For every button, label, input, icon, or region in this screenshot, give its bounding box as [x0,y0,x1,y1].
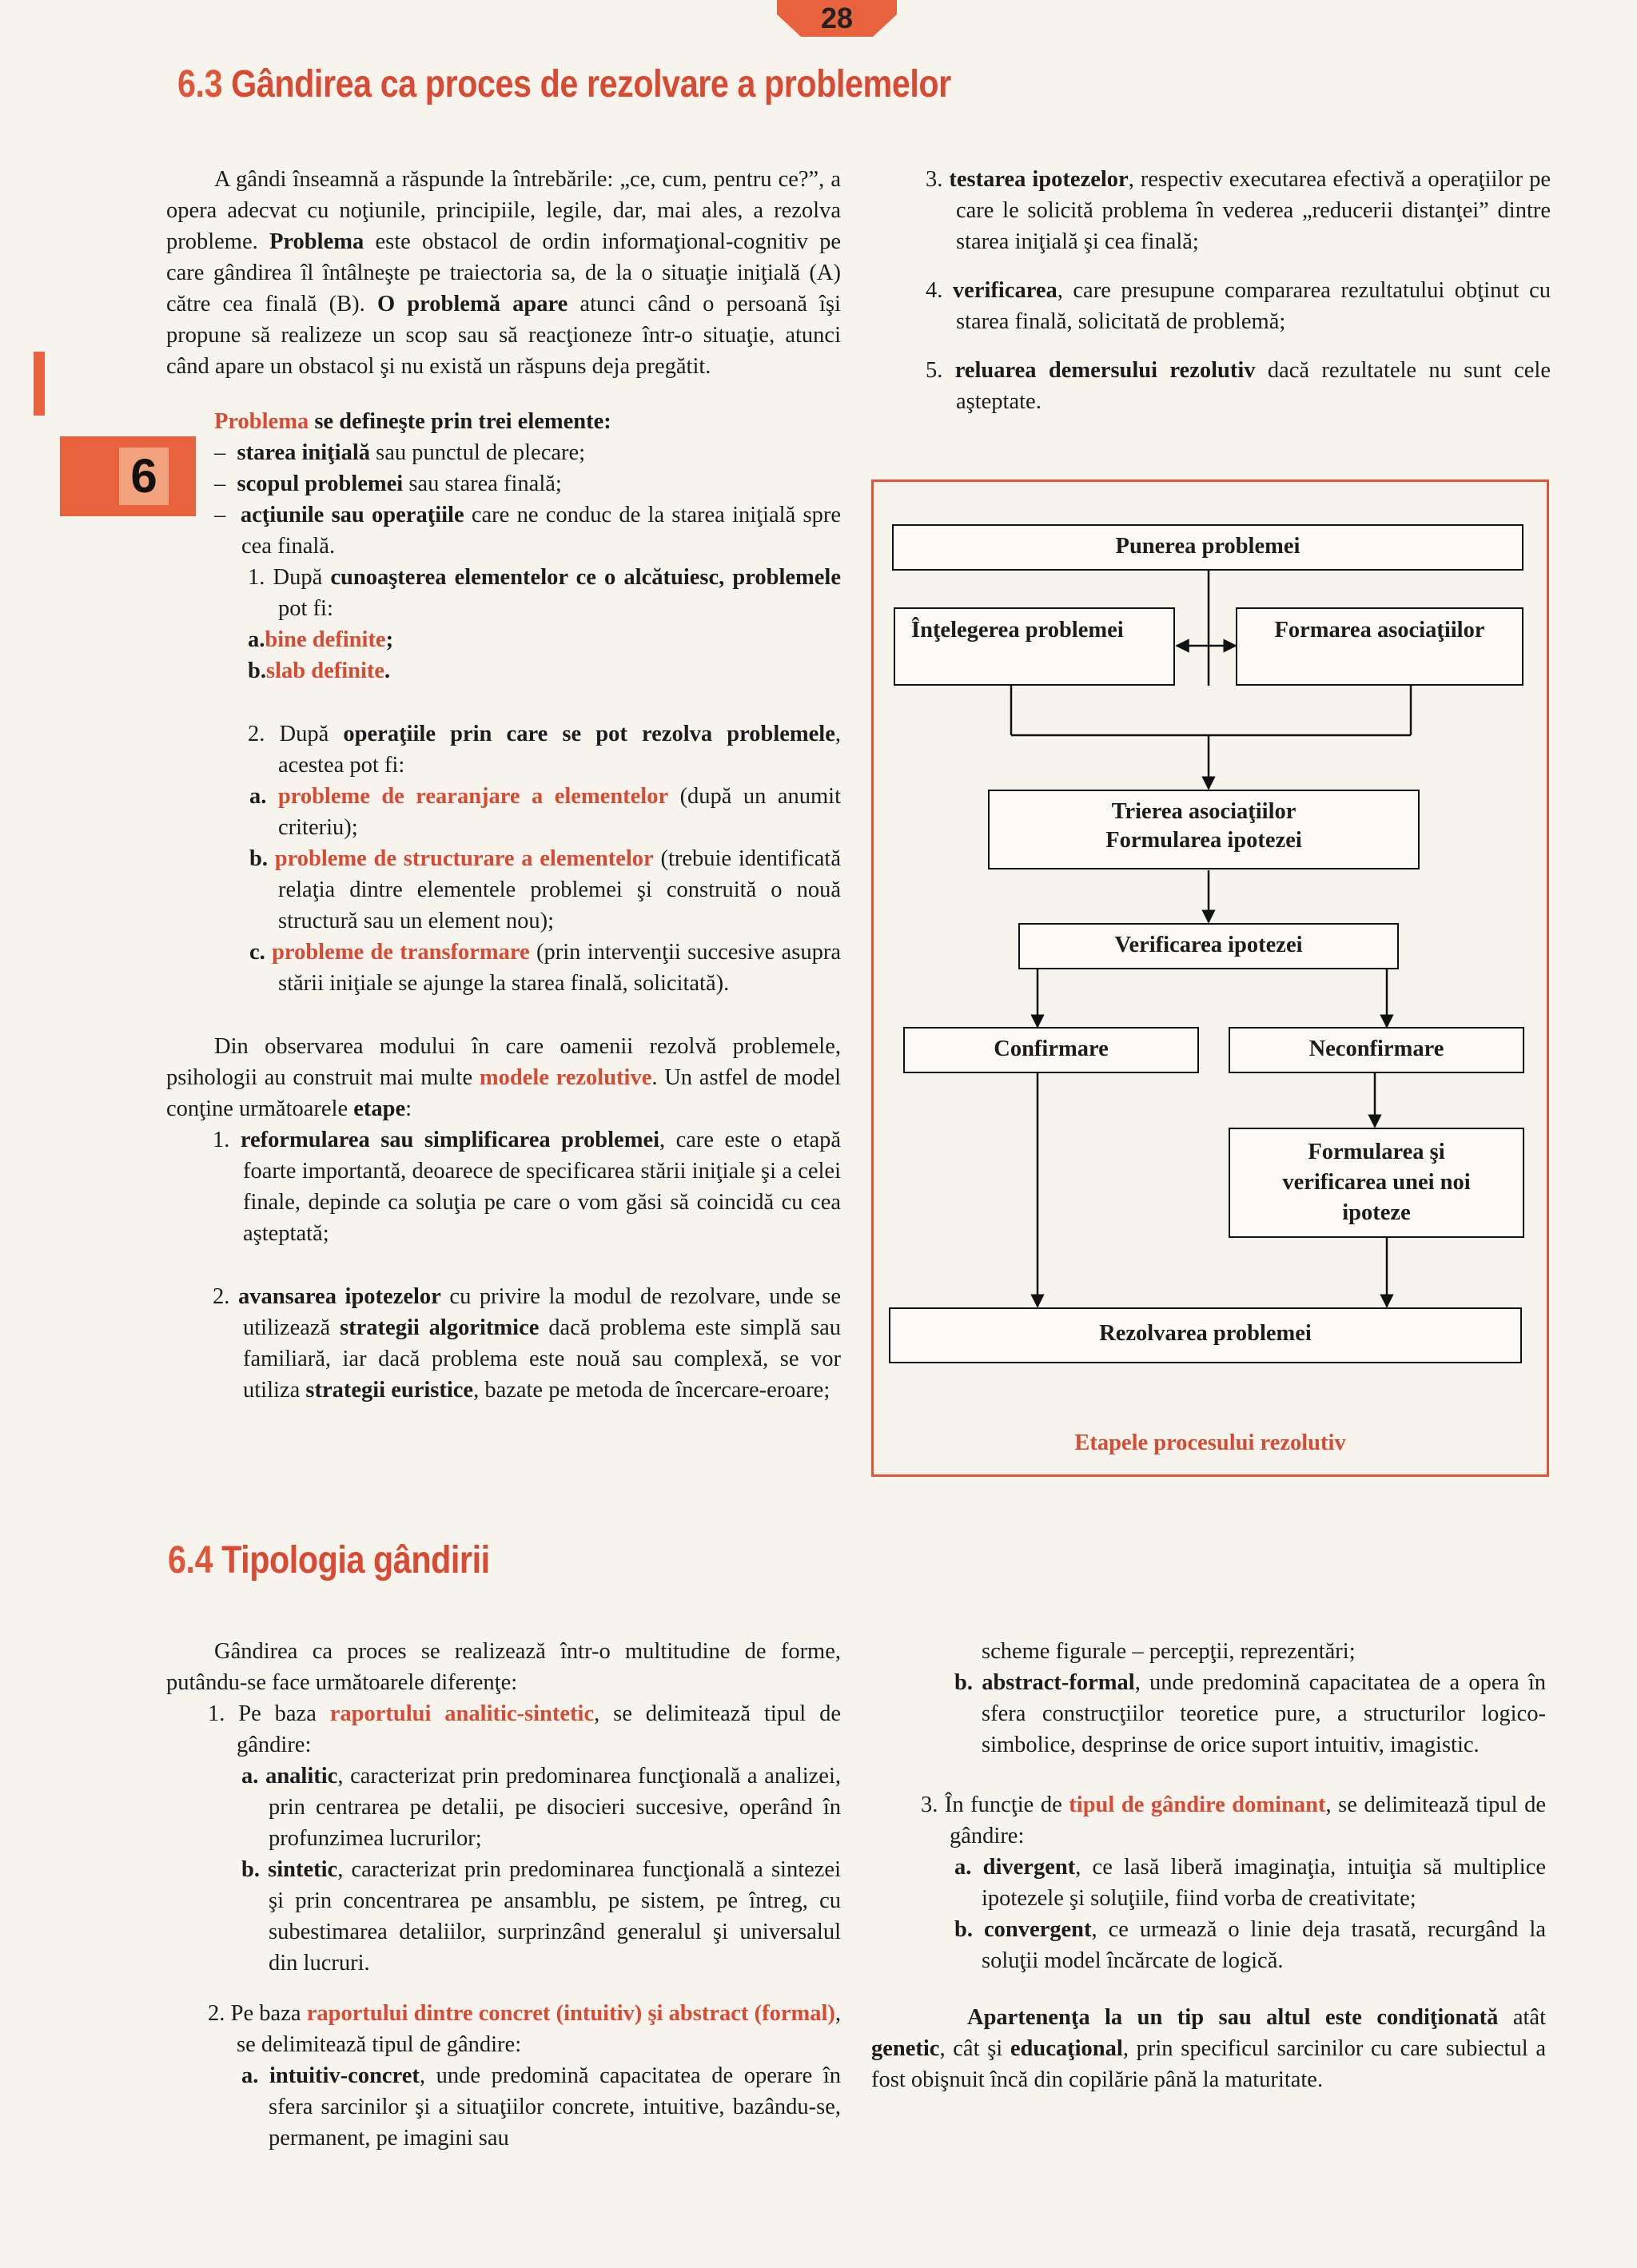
text: dacă rezultatele nu sunt cele aşteptate. [956,358,1551,414]
list-item: – acţiunile sau operaţiile care ne conduc de la starea iniţială spre cea finală. [214,503,842,559]
text: , respectiv executarea efectivă a operaţiilor pe care le solicită problema în vederea „reducerii distanţei” dintre starea iniţială şi cea finală; [956,167,1551,254]
text: , ce lasă liberă imaginaţia, intuiţia să multiplice ipotezele şi soluţiile, fiind vorba de creativitate; [982,1855,1546,1911]
text: ; [385,627,394,652]
text: avansarea ipotezelor [237,1284,441,1309]
text: , care este o etapă foarte importantă, deoarece de specificarea stării iniţiale şi a celei finale, depinde ca soluţia pe care o vom găsi să coincidă cu cea aşteptată; [243,1128,841,1246]
text: b. [249,846,268,871]
box-rezolvarea-problemei [889,1307,1522,1363]
text: 3. [926,167,943,192]
text: A gândi înseamnă a răspunde la întrebările: „ce, cum, pentru ce?”, a opera adecvat cu noţiunile, principiile, legile, dar, mai ales, a rezolva probleme. [166,167,841,254]
text: care ne conduc de la starea iniţială spre cea finală. [241,503,842,559]
text: Verificarea ipotezei [1114,933,1303,957]
text: Din observarea modului în care oamenii rezolvă problemele, psihologii au construit mai multe [166,1034,841,1090]
text: divergent [982,1855,1076,1880]
text: raportului analitic-sintetic [329,1701,595,1726]
text: Problema [269,229,364,254]
text: ipoteze [1342,1200,1411,1225]
box-punerea-problemei [892,524,1523,571]
text: Rezolvarea problemei [1099,1321,1312,1346]
box-verificarea-ipotezei [1018,923,1399,969]
text: Problema [214,409,309,434]
list-item: scheme figurale – percepţii, reprezentări; [982,1639,1356,1664]
text: slab definite [265,659,385,683]
text: este obstacol de ordin informaţional-cognitiv pe care gândirea îl întâlneşte pe traiectoria sa, de la o situaţie iniţială (A) către cea finală (B). [166,229,841,316]
text: Formularea ipotezei [1105,828,1302,853]
text: , unde predomină capacitatea de operare în sfera sarcinilor şi a situaţiilor concrete, intuitive, bazându-se, permanent, pe imagini sau [269,2063,842,2151]
text: sintetic [268,1857,338,1882]
text: Pe baza [238,1701,330,1726]
text: Apartenenţa la un tip sau altul este condiţionată [967,2005,1499,2030]
text: analitic [265,1764,338,1789]
text: atât [1498,2005,1546,2030]
text: Trierea asociaţiilor [1111,799,1296,824]
text: Confirmare [994,1037,1109,1061]
text: probleme de transformare [272,940,530,965]
text: Formarea asociaţiilor [1274,618,1485,643]
text: , unde predomină capacitatea de a opera în sfera construcţiilor teoretice pure, a structurilor logico-simbolice, desprinse de orice suport intuitiv, imagistic. [982,1670,1547,1757]
text: În funcţie de [944,1793,1069,1817]
text: verificarea [952,278,1057,303]
text: Înţelegerea problemei [911,618,1124,643]
chapter-number: 6 [130,449,157,503]
text: dacă problema este simplă sau familiară, iar dacă problema este nouă sau complexă, se vor utiliza [243,1315,841,1403]
text: (după un anumit criteriu); [278,784,841,840]
diagram-caption: Etapele procesului rezolutiv [1074,1430,1346,1455]
text: educaţional [1010,2036,1123,2061]
list-item: – scopul problemei sau starea finală; [214,472,562,496]
text: (prin intervenţii succesive asupra stării iniţiale se ajunge la starea finală, solicitată). [278,940,841,996]
text: Formularea şi [1308,1140,1445,1164]
text: a. [241,2063,259,2088]
text: bine definite [265,627,386,652]
text: b. [954,1917,973,1942]
text: genetic [871,2036,940,2061]
text: . Un astfel de model conţine următoarele [166,1065,841,1121]
text: probleme de rearanjare a elementelor [277,784,669,809]
text: verificarea unei noi [1282,1170,1471,1195]
box-confirmare [903,1027,1199,1073]
text: convergent [983,1917,1092,1942]
section-number: 6.3 [177,63,223,105]
text: a. [248,627,265,652]
text: se defineşte prin trei elemente: [309,409,611,434]
text: (trebuie identificată relaţia dintre elementele problemei şi construită o nouă structură sau un element nou); [278,846,841,933]
section-6-4-heading [168,1538,490,1582]
section-title: Gândirea ca proces de rezolvare a problemelor [231,63,951,105]
text: , caracterizat prin predominarea funcţională a analizei, prin centrarea pe detalii, pe disocieri succesive, operând în profunzimea lucrurilor; [269,1764,841,1851]
list-item: – starea iniţială sau punctul de plecare; [214,440,586,465]
text: c. [249,940,265,965]
text: , cât şi [939,2036,1010,2061]
list-item [919,1914,1546,1976]
text: , prin specificul sarcinilor cu care subiectul a fost obişnuit încă din copilărie până la maturitate. [871,2036,1546,2092]
left-column-2 [166,1636,841,2154]
text: , se delimitează tipul de gândire: [237,2001,842,2057]
list-item [166,1998,841,2060]
box-trierea-asociatiilor [988,790,1420,869]
text: reformularea sau simplificarea problemei [240,1128,660,1152]
text: scopul problemei [237,472,404,496]
text: a. [241,1764,259,1789]
text: cu privire la modul de rezolvare, unde se utilizează [243,1284,842,1340]
text: probleme de structurare a elementelor [274,846,654,871]
text: a. [954,1855,972,1880]
text: abstract-formal [982,1670,1135,1695]
text: acţiunile sau operaţiile [240,503,464,527]
final-paragraph [871,2002,1546,2095]
list-item [166,1761,841,1854]
list-item [919,1667,1546,1761]
text: starea iniţială [237,440,371,465]
text: intuitiv-concret [269,2063,420,2088]
list-item [166,1698,841,1761]
list-item [919,1852,1546,1914]
text: , se delimitează tipul de gândire: [950,1793,1546,1848]
text: strategii euristice [305,1378,474,1403]
text: 1. [208,1701,225,1726]
text: , se delimitează tipul de gândire: [237,1701,841,1757]
text: , ce urmează o linie deja trasată, recurgând la soluţii model încărcate de logică. [982,1917,1547,1973]
text: cunoaşterea elementelor ce o alcătuiesc, problemele [330,565,841,590]
right-column-2 [871,1636,1547,2095]
list-item [919,1789,1546,1852]
text: 4. [926,278,943,303]
box-formularea-noi-ipoteze [1229,1128,1524,1238]
text: a. [249,784,267,809]
text: , care presupune compararea rezultatului obţinut cu starea finală, solicitată de problemă; [956,278,1551,334]
text: 1. [213,1128,230,1152]
text: : [405,1096,412,1121]
section-number: 6.4 [168,1539,213,1582]
list-item [166,2060,841,2154]
text: 2. [208,2001,225,2026]
text: etape [353,1096,406,1121]
text: tipul de gândire dominant [1069,1793,1326,1817]
list-item [166,1854,841,1979]
text: 2. [213,1284,230,1309]
text: . [384,659,391,683]
text: 1. [248,565,265,590]
text: reluarea demersului rezolutiv [954,358,1256,383]
text: b. [248,659,266,683]
box-intelegerea-problemei [894,607,1175,686]
text: Punerea problemei [1115,534,1300,559]
text: După [273,565,331,590]
text: 3. [921,1793,938,1817]
text: 5. [926,358,943,383]
text: operaţiile prin care se pot rezolva problemele [343,722,835,746]
text: , bazate pe metoda de încercare-eroare; [473,1378,830,1403]
text: După [279,722,344,746]
text: , acestea pot fi: [278,722,842,778]
text: sau punctul de plecare; [370,440,586,465]
box-neconfirmare [1229,1027,1524,1073]
text: pot fi: [278,596,333,621]
text: sau starea finală; [403,472,562,496]
text: Neconfirmare [1308,1037,1444,1061]
text: atunci când o persoană îşi propune să realizeze un scop sau să reacţioneze într-o situaţie, atunci când apare un obstacol şi nu există un răspuns deja pregătit. [166,292,841,379]
text: Pe baza [230,2001,307,2026]
text: 2. [248,722,265,746]
text: modele rezolutive [479,1065,652,1090]
section-title: Tipologia gândirii [221,1539,490,1582]
page-number: 28 [820,2,854,34]
box-formarea-asociatiilor [1236,607,1523,686]
text: b. [241,1857,260,1882]
text: , caracterizat prin predominarea funcţională a sintezei şi prin concentrarea pe ansamblu, pe sistem, pe întreg, cu subestimarea detaliilor, surprinzând generalul şi universalul din lucruri. [269,1857,842,1976]
text: testarea ipotezelor [949,167,1129,192]
text: raportului dintre concret (intuitiv) şi abstract (formal) [306,2001,835,2026]
intro-paragraph: Gândirea ca proces se realizează într-o multitudine de forme, putându-se face următoarele diferenţe: [166,1639,841,1695]
text: O problemă apare [376,292,568,316]
text: b. [954,1670,973,1695]
text: strategii algoritmice [340,1315,540,1340]
